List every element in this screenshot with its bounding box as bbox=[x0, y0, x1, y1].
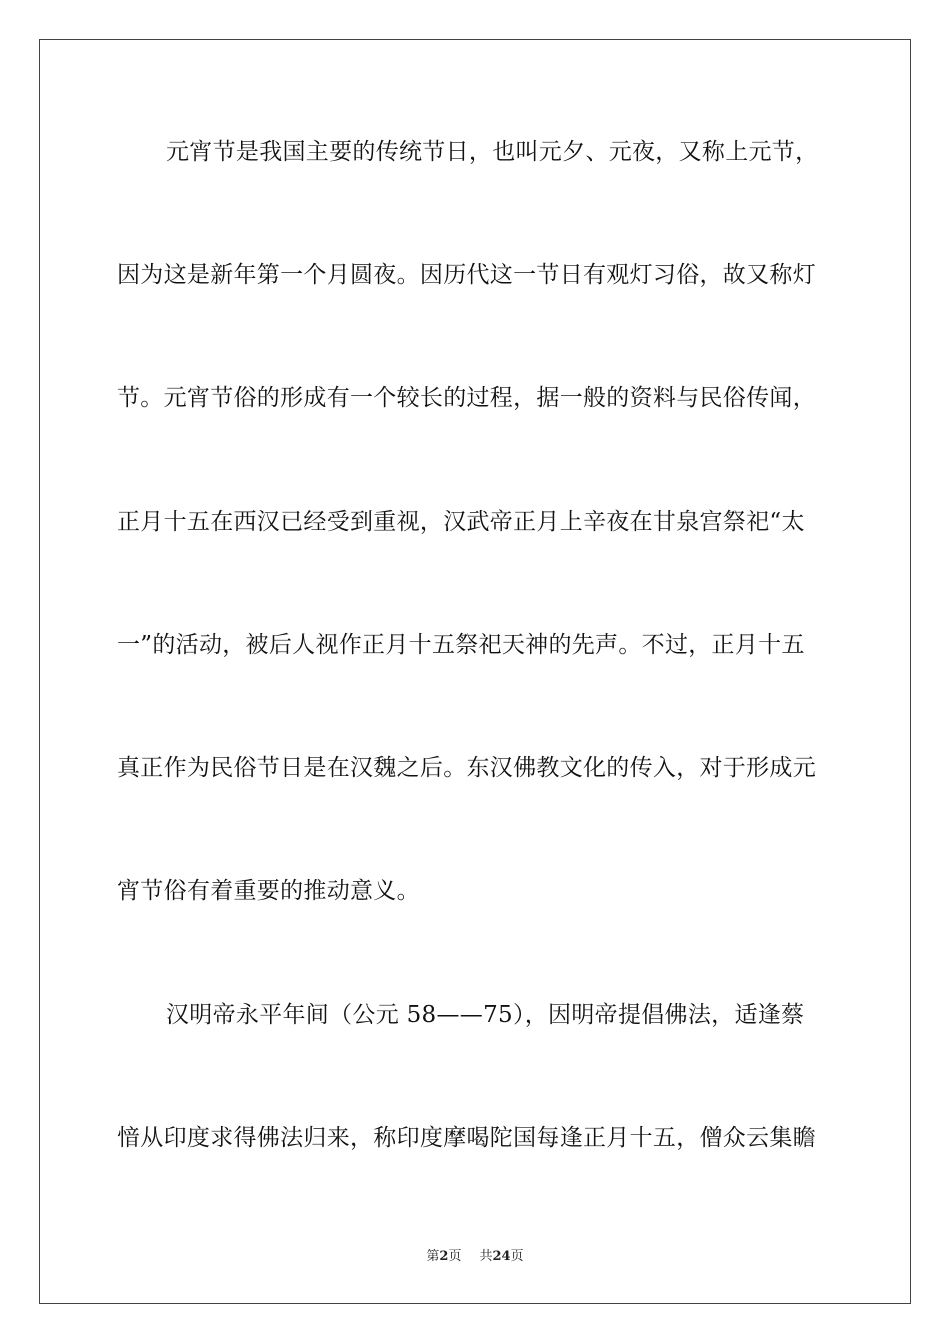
total-suffix: 页 bbox=[510, 1249, 524, 1264]
paragraph-1-line-7: 宵节俗有着重要的推动意义。 bbox=[117, 878, 420, 904]
page-footer bbox=[0, 1247, 950, 1267]
page-number: 2 bbox=[439, 1249, 449, 1264]
paragraph-1-line-6: 真正作为民俗节日是在汉魏之后。东汉佛教文化的传入，对于形成元 bbox=[117, 755, 816, 781]
paragraph-1-line-1: 元宵节是我国主要的传统节日，也叫元夕、元夜，又称上元节， bbox=[166, 139, 819, 165]
paragraph-1-line-3: 节。元宵节俗的形成有一个较长的过程，据一般的资料与民俗传闻， bbox=[117, 385, 816, 411]
total-prefix: 共 bbox=[479, 1249, 493, 1264]
total-pages: 24 bbox=[492, 1249, 511, 1264]
paragraph-2-line-1: 汉明帝永平年间（公元 58——75），因明帝提倡佛法，适逢蔡 bbox=[166, 1002, 805, 1028]
paragraph-1-line-5: 一”的活动，被后人视作正月十五祭祀天神的先声。不过，正月十五 bbox=[117, 632, 805, 658]
paragraph-1-line-4: 正月十五在西汉已经受到重视，汉武帝正月上辛夜在甘泉宫祭祀“太 bbox=[117, 509, 805, 535]
page-prefix: 第 bbox=[426, 1249, 440, 1264]
paragraph-2-line-2: 愔从印度求得佛法归来，称印度摩喝陀国每逢正月十五，僧众云集瞻 bbox=[117, 1125, 816, 1151]
page-border bbox=[39, 39, 911, 1304]
page-suffix: 页 bbox=[448, 1249, 462, 1264]
paragraph-1-line-2: 因为这是新年第一个月圆夜。因历代这一节日有观灯习俗，故又称灯 bbox=[117, 262, 816, 288]
